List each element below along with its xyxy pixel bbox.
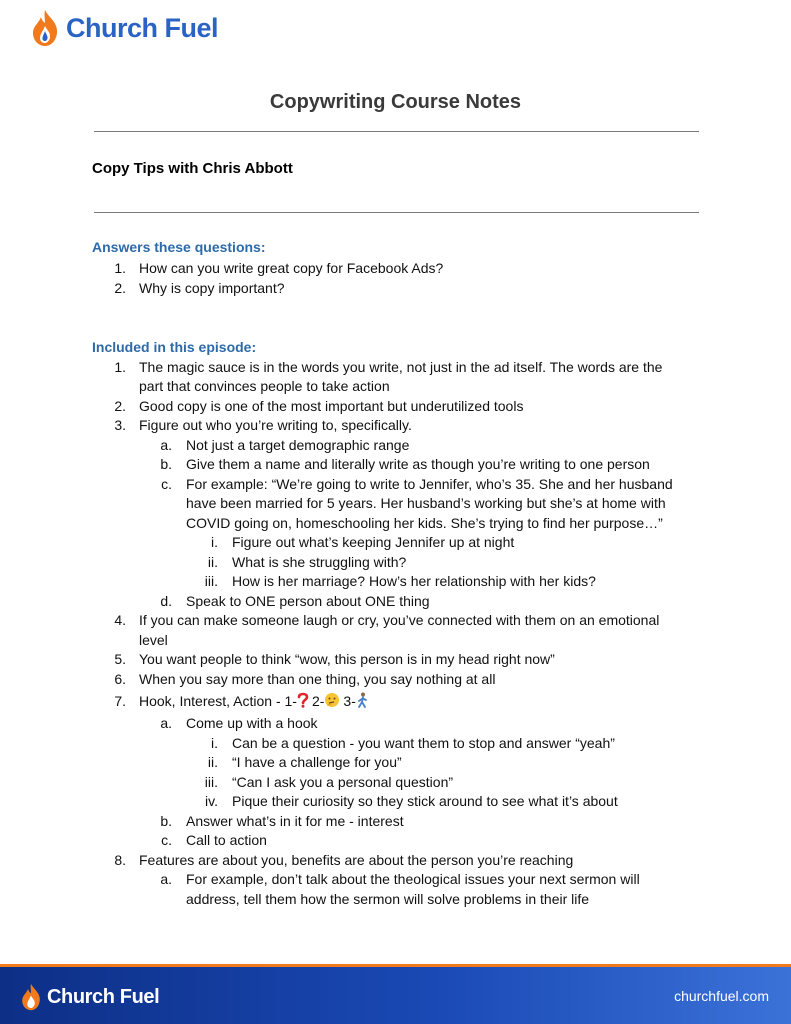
person-walking-icon xyxy=(356,692,370,714)
list-item xyxy=(139,692,370,714)
sublist-item: For example, don’t talk about the theological issues your next sermon will xyxy=(186,871,640,887)
document-subtitle: Copy Tips with Chris Abbott xyxy=(92,160,293,177)
sublist-letter: a. xyxy=(160,437,172,453)
list-number: 1. xyxy=(114,359,126,375)
subsublist-numeral: iii. xyxy=(204,573,218,589)
subsublist-numeral: ii. xyxy=(207,554,218,570)
church-fuel-logo xyxy=(30,9,218,47)
list-item: If you can make someone laugh or cry, you’ve connected with them on an emotional xyxy=(139,612,660,628)
sublist-item: Come up with a hook xyxy=(186,715,318,731)
sublist-item: Speak to ONE person about ONE thing xyxy=(186,593,430,609)
sublist-letter: c. xyxy=(161,476,172,492)
list-number: 8. xyxy=(114,852,126,868)
sublist-letter: d. xyxy=(160,593,172,609)
divider xyxy=(94,212,699,213)
sublist-item-continuation: have been married for 5 years. Her husband’s working but she’s at home with xyxy=(186,495,666,511)
subsublist-numeral: iii. xyxy=(204,774,218,790)
sublist-item: For example: “We’re going to write to Jennifer, who’s 35. She and her husband xyxy=(186,476,673,492)
flame-icon xyxy=(20,983,42,1011)
list-item: When you say more than one thing, you say nothing at all xyxy=(139,671,496,687)
brand-name: Church Fuel xyxy=(66,12,219,43)
answers-heading: Answers these questions: xyxy=(92,239,266,255)
subsublist-numeral: i. xyxy=(211,534,218,550)
subsublist-numeral: i. xyxy=(211,735,218,751)
subsublist-numeral: iv. xyxy=(205,793,218,809)
subsublist-numeral: ii. xyxy=(207,754,218,770)
subsublist-item: What is she struggling with? xyxy=(232,554,407,570)
list-number: 7. xyxy=(114,693,126,709)
list-number: 2. xyxy=(114,280,126,296)
footer-bar xyxy=(0,964,791,1024)
list-item: Features are about you, benefits are about the person you’re reaching xyxy=(139,852,574,868)
subsublist-item: Can be a question - you want them to stop and answer “yeah” xyxy=(232,735,615,751)
list-number: 5. xyxy=(114,651,126,667)
list-item: Why is copy important? xyxy=(139,280,285,296)
sublist-item: Give them a name and literally write as though you’re writing to one person xyxy=(186,456,650,472)
list-item: Figure out who you’re writing to, specifically. xyxy=(139,417,412,433)
page-title: Copywriting Course Notes xyxy=(269,91,522,113)
footer-brand-name: Church Fuel xyxy=(47,985,160,1008)
list-item-continuation: part that convinces people to take action xyxy=(139,378,390,394)
list-item: How can you write great copy for Facebook Ads? xyxy=(139,260,444,276)
list-item-text: Hook, Interest, Action - 1- xyxy=(139,693,297,709)
list-number: 1. xyxy=(114,260,126,276)
list-item-text: 3- xyxy=(343,693,356,709)
sublist-item-continuation: COVID going on, homeschooling her kids. She’s trying to find her purpose…” xyxy=(186,515,663,531)
sublist-letter: b. xyxy=(160,456,172,472)
sublist-item-continuation: address, tell them how the sermon will solve problems in their life xyxy=(186,891,590,907)
subsublist-item: How is her marriage? How’s her relationship with her kids? xyxy=(232,573,596,589)
sublist-letter: c. xyxy=(161,832,172,848)
included-heading: Included in this episode: xyxy=(92,339,257,355)
subsublist-item: “I have a challenge for you” xyxy=(232,754,402,770)
flame-icon xyxy=(30,9,60,47)
footer-website-link[interactable]: churchfuel.com xyxy=(674,988,769,1004)
sublist-item: Answer what’s in it for me - interest xyxy=(186,813,404,829)
list-number: 6. xyxy=(114,671,126,687)
list-item: You want people to think “wow, this person is in my head right now” xyxy=(139,651,555,667)
divider xyxy=(94,131,699,132)
list-number: 2. xyxy=(114,398,126,414)
subsublist-item: Pique their curiosity so they stick around to see what it’s about xyxy=(232,793,618,809)
list-number: 4. xyxy=(114,612,126,628)
list-item: Good copy is one of the most important but underutilized tools xyxy=(139,398,524,414)
subsublist-item: Figure out what’s keeping Jennifer up at night xyxy=(232,534,515,550)
sublist-letter: b. xyxy=(160,813,172,829)
sublist-letter: a. xyxy=(160,871,172,887)
question-mark-icon xyxy=(297,692,309,714)
thinking-face-icon xyxy=(324,692,340,714)
footer-logo xyxy=(20,983,159,1011)
subsublist-item: “Can I ask you a personal question” xyxy=(232,774,454,790)
list-item: The magic sauce is in the words you write, not just in the ad itself. The words are the xyxy=(139,359,663,375)
sublist-item: Not just a target demographic range xyxy=(186,437,410,453)
list-item-continuation: level xyxy=(139,632,168,648)
sublist-letter: a. xyxy=(160,715,172,731)
list-number: 3. xyxy=(114,417,126,433)
list-item-text: 2- xyxy=(311,693,325,709)
sublist-item: Call to action xyxy=(186,832,267,848)
